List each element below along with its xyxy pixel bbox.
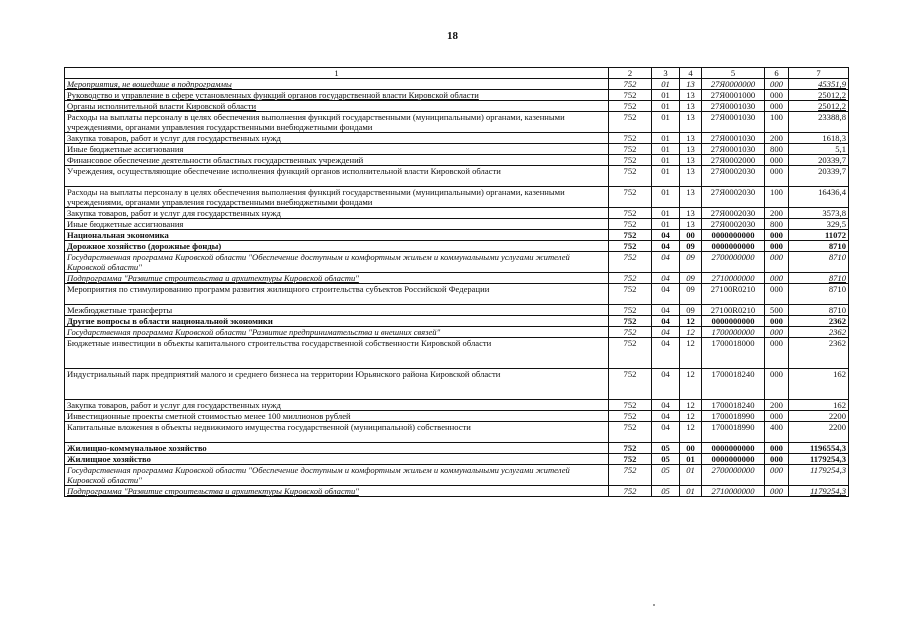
target-article-cell: 27Я0001000: [702, 90, 765, 101]
table-row: [65, 454, 849, 465]
section-code-cell: 01: [652, 133, 680, 144]
item-name-cell: Закупка товаров, работ и услуг для государственных нужд: [65, 400, 609, 411]
ministry-code-cell: 752: [609, 305, 652, 316]
ministry-code-cell: 752: [609, 454, 652, 465]
amount-cell: 1179254,3: [789, 486, 849, 497]
section-code-cell: 01: [652, 166, 680, 187]
subsection-code-cell: 01: [680, 454, 702, 465]
item-name-cell: Жилищное хозяйство: [65, 454, 609, 465]
expense-type-cell: 000: [765, 166, 789, 187]
target-article-cell: 1700018000: [702, 338, 765, 369]
section-code-cell: 04: [652, 241, 680, 252]
item-name-cell: Мероприятия, не вошедшие в подпрограммы: [65, 79, 609, 90]
amount-cell: 2200: [789, 411, 849, 422]
expense-type-cell: 000: [765, 486, 789, 497]
expense-type-cell: 000: [765, 273, 789, 284]
expense-type-cell: 200: [765, 400, 789, 411]
section-code-cell: 01: [652, 112, 680, 133]
amount-cell: 11072: [789, 230, 849, 241]
amount-cell: 8710: [789, 305, 849, 316]
amount-cell: 23388,8: [789, 112, 849, 133]
amount-cell: 8710: [789, 284, 849, 305]
amount-cell: 1196554,3: [789, 443, 849, 454]
subsection-code-cell: 13: [680, 144, 702, 155]
table-row: [65, 155, 849, 166]
expense-type-cell: 000: [765, 369, 789, 400]
subsection-code-cell: 13: [680, 166, 702, 187]
item-name-cell: Финансовое обеспечение деятельности областных государственных учреждений: [65, 155, 609, 166]
section-code-cell: 01: [652, 155, 680, 166]
amount-cell: 1618,3: [789, 133, 849, 144]
target-article-cell: 2710000000: [702, 273, 765, 284]
item-name-cell: Иные бюджетные ассигнования: [65, 219, 609, 230]
amount-cell: 8710: [789, 273, 849, 284]
expense-type-cell: 000: [765, 316, 789, 327]
expense-type-cell: 000: [765, 411, 789, 422]
expense-type-cell: 200: [765, 133, 789, 144]
section-code-cell: 04: [652, 252, 680, 273]
subsection-code-cell: 13: [680, 90, 702, 101]
target-article-cell: 0000000000: [702, 454, 765, 465]
target-article-cell: 27Я0001030: [702, 112, 765, 133]
target-article-cell: 2700000000: [702, 465, 765, 486]
expense-type-cell: 000: [765, 465, 789, 486]
subsection-code-cell: 09: [680, 305, 702, 316]
target-article-cell: 0000000000: [702, 241, 765, 252]
target-article-cell: 27100R0210: [702, 305, 765, 316]
section-code-cell: 01: [652, 79, 680, 90]
item-name-cell: Индустриальный парк предприятий малого и среднего бизнеса на территории Юрьянского района Кировской области: [65, 369, 609, 400]
table-row: [65, 144, 849, 155]
ministry-code-cell: 752: [609, 252, 652, 273]
section-code-cell: 05: [652, 486, 680, 497]
expense-type-cell: 000: [765, 90, 789, 101]
target-article-cell: 0000000000: [702, 316, 765, 327]
item-name-cell: Учреждения, осуществляющие обеспечение исполнения функций органов исполнительной власти Кировской области: [65, 166, 609, 187]
subsection-code-cell: 13: [680, 101, 702, 112]
target-article-cell: 1700018990: [702, 422, 765, 443]
target-article-cell: 1700000000: [702, 327, 765, 338]
expense-type-cell: 000: [765, 230, 789, 241]
ministry-code-cell: 752: [609, 400, 652, 411]
target-article-cell: 1700018240: [702, 400, 765, 411]
section-code-cell: 04: [652, 327, 680, 338]
item-name-cell: Национальная экономика: [65, 230, 609, 241]
section-code-cell: 05: [652, 454, 680, 465]
section-code-cell: 01: [652, 208, 680, 219]
subsection-code-cell: 12: [680, 422, 702, 443]
subsection-code-cell: 09: [680, 252, 702, 273]
subsection-code-cell: 12: [680, 369, 702, 400]
header-cell: 3: [652, 68, 680, 79]
subsection-code-cell: 09: [680, 241, 702, 252]
item-name-cell: Закупка товаров, работ и услуг для государственных нужд: [65, 133, 609, 144]
amount-cell: 329,5: [789, 219, 849, 230]
target-article-cell: 0000000000: [702, 230, 765, 241]
table-row: [65, 252, 849, 273]
table-row: [65, 79, 849, 90]
ministry-code-cell: 752: [609, 411, 652, 422]
amount-cell: 25012,2: [789, 101, 849, 112]
section-code-cell: 04: [652, 400, 680, 411]
subsection-code-cell: 12: [680, 400, 702, 411]
target-article-cell: 27Я0000000: [702, 79, 765, 90]
subsection-code-cell: 13: [680, 133, 702, 144]
table-row: [65, 443, 849, 454]
table-row: [65, 133, 849, 144]
target-article-cell: 27Я0002000: [702, 155, 765, 166]
ministry-code-cell: 752: [609, 465, 652, 486]
section-code-cell: 04: [652, 273, 680, 284]
ministry-code-cell: 752: [609, 166, 652, 187]
amount-cell: 8710: [789, 252, 849, 273]
target-article-cell: 27Я0002030: [702, 187, 765, 208]
expense-type-cell: 100: [765, 112, 789, 133]
subsection-code-cell: 01: [680, 486, 702, 497]
item-name-cell: Мероприятия по стимулированию программ развития жилищного строительства субъектов Российской Федерации: [65, 284, 609, 305]
amount-cell: 5,1: [789, 144, 849, 155]
item-name-cell: Подпрограмма "Развитие строительства и архитектуры Кировской области": [65, 486, 609, 497]
amount-cell: 162: [789, 369, 849, 400]
table-row: [65, 230, 849, 241]
amount-cell: 1179254,3: [789, 465, 849, 486]
ministry-code-cell: 752: [609, 208, 652, 219]
amount-cell: 45351,9: [789, 79, 849, 90]
table-row: [65, 465, 849, 486]
amount-cell: 25012,2: [789, 90, 849, 101]
item-name-cell: Иные бюджетные ассигнования: [65, 144, 609, 155]
target-article-cell: 27Я0002030: [702, 166, 765, 187]
header-cell: 7: [789, 68, 849, 79]
expense-type-cell: 000: [765, 454, 789, 465]
amount-cell: 2362: [789, 316, 849, 327]
section-code-cell: 01: [652, 187, 680, 208]
amount-cell: 8710: [789, 241, 849, 252]
subsection-code-cell: 13: [680, 187, 702, 208]
ministry-code-cell: 752: [609, 79, 652, 90]
amount-cell: 20339,7: [789, 166, 849, 187]
expense-type-cell: 000: [765, 101, 789, 112]
table-row: [65, 305, 849, 316]
ministry-code-cell: 752: [609, 144, 652, 155]
table-row: [65, 411, 849, 422]
table-row: [65, 327, 849, 338]
ministry-code-cell: 752: [609, 422, 652, 443]
table-row: [65, 90, 849, 101]
item-name-cell: Расходы на выплаты персоналу в целях обеспечения выполнения функций государственными (муниципальными) органами, казенными учреждениями, органами управления государственными внебюджетными фондами: [65, 187, 609, 208]
table-row: [65, 112, 849, 133]
header-cell: 2: [609, 68, 652, 79]
section-code-cell: 05: [652, 443, 680, 454]
subsection-code-cell: 01: [680, 465, 702, 486]
section-code-cell: 04: [652, 305, 680, 316]
table-row: [65, 208, 849, 219]
target-article-cell: 27100R0210: [702, 284, 765, 305]
ministry-code-cell: 752: [609, 443, 652, 454]
subsection-code-cell: 13: [680, 79, 702, 90]
expense-type-cell: 800: [765, 219, 789, 230]
amount-cell: 1179254,3: [789, 454, 849, 465]
expense-type-cell: 800: [765, 144, 789, 155]
ministry-code-cell: 752: [609, 155, 652, 166]
table-row: [65, 486, 849, 497]
table-row: [65, 187, 849, 208]
item-name-cell: Инвестиционные проекты сметной стоимостью менее 100 миллионов рублей: [65, 411, 609, 422]
subsection-code-cell: 13: [680, 208, 702, 219]
subsection-code-cell: 12: [680, 316, 702, 327]
ministry-code-cell: 752: [609, 90, 652, 101]
section-code-cell: 04: [652, 230, 680, 241]
item-name-cell: Межбюджетные трансферты: [65, 305, 609, 316]
section-code-cell: 04: [652, 369, 680, 400]
ministry-code-cell: 752: [609, 284, 652, 305]
subsection-code-cell: 13: [680, 219, 702, 230]
subsection-code-cell: 12: [680, 411, 702, 422]
target-article-cell: 1700018240: [702, 369, 765, 400]
section-code-cell: 01: [652, 90, 680, 101]
item-name-cell: Другие вопросы в области национальной экономики: [65, 316, 609, 327]
expense-type-cell: 400: [765, 422, 789, 443]
ministry-code-cell: 752: [609, 273, 652, 284]
expense-type-cell: 200: [765, 208, 789, 219]
subsection-code-cell: 00: [680, 443, 702, 454]
table-row: [65, 422, 849, 443]
target-article-cell: 0000000000: [702, 443, 765, 454]
target-article-cell: 27Я0001030: [702, 133, 765, 144]
table-row: [65, 284, 849, 305]
ministry-code-cell: 752: [609, 316, 652, 327]
section-code-cell: 05: [652, 465, 680, 486]
ministry-code-cell: 752: [609, 101, 652, 112]
subsection-code-cell: 00: [680, 230, 702, 241]
header-cell: 5: [702, 68, 765, 79]
amount-cell: 20339,7: [789, 155, 849, 166]
amount-cell: 2362: [789, 338, 849, 369]
target-article-cell: 1700018990: [702, 411, 765, 422]
ministry-code-cell: 752: [609, 241, 652, 252]
item-name-cell: Закупка товаров, работ и услуг для государственных нужд: [65, 208, 609, 219]
item-name-cell: Государственная программа Кировской области "Обеспечение доступным и комфортным жильем и коммунальными услугами жителей Кировской области": [65, 252, 609, 273]
target-article-cell: 27Я0002030: [702, 219, 765, 230]
expense-type-cell: 000: [765, 327, 789, 338]
table-row: [65, 241, 849, 252]
section-code-cell: 01: [652, 144, 680, 155]
table-row: [65, 166, 849, 187]
ministry-code-cell: 752: [609, 230, 652, 241]
ministry-code-cell: 752: [609, 486, 652, 497]
expense-type-cell: 000: [765, 443, 789, 454]
section-code-cell: 04: [652, 316, 680, 327]
subsection-code-cell: 13: [680, 155, 702, 166]
scan-dot: [653, 604, 655, 606]
table-row: [65, 338, 849, 369]
subsection-code-cell: 12: [680, 327, 702, 338]
table-row: [65, 400, 849, 411]
item-name-cell: Жилищно-коммунальное хозяйство: [65, 443, 609, 454]
item-name-cell: Дорожное хозяйство (дорожные фонды): [65, 241, 609, 252]
item-name-cell: Органы исполнительной власти Кировской области: [65, 101, 609, 112]
section-code-cell: 04: [652, 338, 680, 369]
item-name-cell: Государственная программа Кировской области "Развитие предпринимательства и внешних связей": [65, 327, 609, 338]
expense-type-cell: 000: [765, 338, 789, 369]
header-cell: 6: [765, 68, 789, 79]
expense-type-cell: 000: [765, 155, 789, 166]
budget-table: [64, 67, 849, 497]
ministry-code-cell: 752: [609, 187, 652, 208]
item-name-cell: Расходы на выплаты персоналу в целях обеспечения выполнения функций государственными (муниципальными) органами, казенными учреждениями, органами управления государственными внебюджетными фондами: [65, 112, 609, 133]
ministry-code-cell: 752: [609, 219, 652, 230]
ministry-code-cell: 752: [609, 327, 652, 338]
section-code-cell: 04: [652, 284, 680, 305]
table-header-row: [65, 68, 849, 79]
expense-type-cell: 000: [765, 284, 789, 305]
subsection-code-cell: 12: [680, 338, 702, 369]
amount-cell: 2362: [789, 327, 849, 338]
target-article-cell: 2710000000: [702, 486, 765, 497]
item-name-cell: Государственная программа Кировской области "Обеспечение доступным и комфортным жильем и коммунальными услугами жителей Кировской области": [65, 465, 609, 486]
expense-type-cell: 000: [765, 79, 789, 90]
item-name-cell: Бюджетные инвестиции в объекты капитального строительства государственной собственности Кировской области: [65, 338, 609, 369]
section-code-cell: 04: [652, 422, 680, 443]
target-article-cell: 2700000000: [702, 252, 765, 273]
page-number: 18: [447, 30, 458, 42]
subsection-code-cell: 13: [680, 112, 702, 133]
table-row: [65, 101, 849, 112]
section-code-cell: 01: [652, 101, 680, 112]
section-code-cell: 01: [652, 219, 680, 230]
table-row: [65, 316, 849, 327]
header-cell: 1: [65, 68, 609, 79]
subsection-code-cell: 09: [680, 273, 702, 284]
subsection-code-cell: 09: [680, 284, 702, 305]
target-article-cell: 27Я0001030: [702, 101, 765, 112]
ministry-code-cell: 752: [609, 112, 652, 133]
item-name-cell: Руководство и управление в сфере установленных функций органов государственной власти Кировской области: [65, 90, 609, 101]
target-article-cell: 27Я0001030: [702, 144, 765, 155]
ministry-code-cell: 752: [609, 133, 652, 144]
ministry-code-cell: 752: [609, 369, 652, 400]
section-code-cell: 04: [652, 411, 680, 422]
amount-cell: 2200: [789, 422, 849, 443]
expense-type-cell: 100: [765, 187, 789, 208]
item-name-cell: Капитальные вложения в объекты недвижимого имущества государственной (муниципальной) собственности: [65, 422, 609, 443]
target-article-cell: 27Я0002030: [702, 208, 765, 219]
amount-cell: 3573,8: [789, 208, 849, 219]
expense-type-cell: 000: [765, 241, 789, 252]
header-cell: 4: [680, 68, 702, 79]
table-row: [65, 219, 849, 230]
amount-cell: 16436,4: [789, 187, 849, 208]
ministry-code-cell: 752: [609, 338, 652, 369]
amount-cell: 162: [789, 400, 849, 411]
table-row: [65, 369, 849, 400]
item-name-cell: Подпрограмма "Развитие строительства и архитектуры Кировской области": [65, 273, 609, 284]
expense-type-cell: 500: [765, 305, 789, 316]
table-row: [65, 273, 849, 284]
expense-type-cell: 000: [765, 252, 789, 273]
